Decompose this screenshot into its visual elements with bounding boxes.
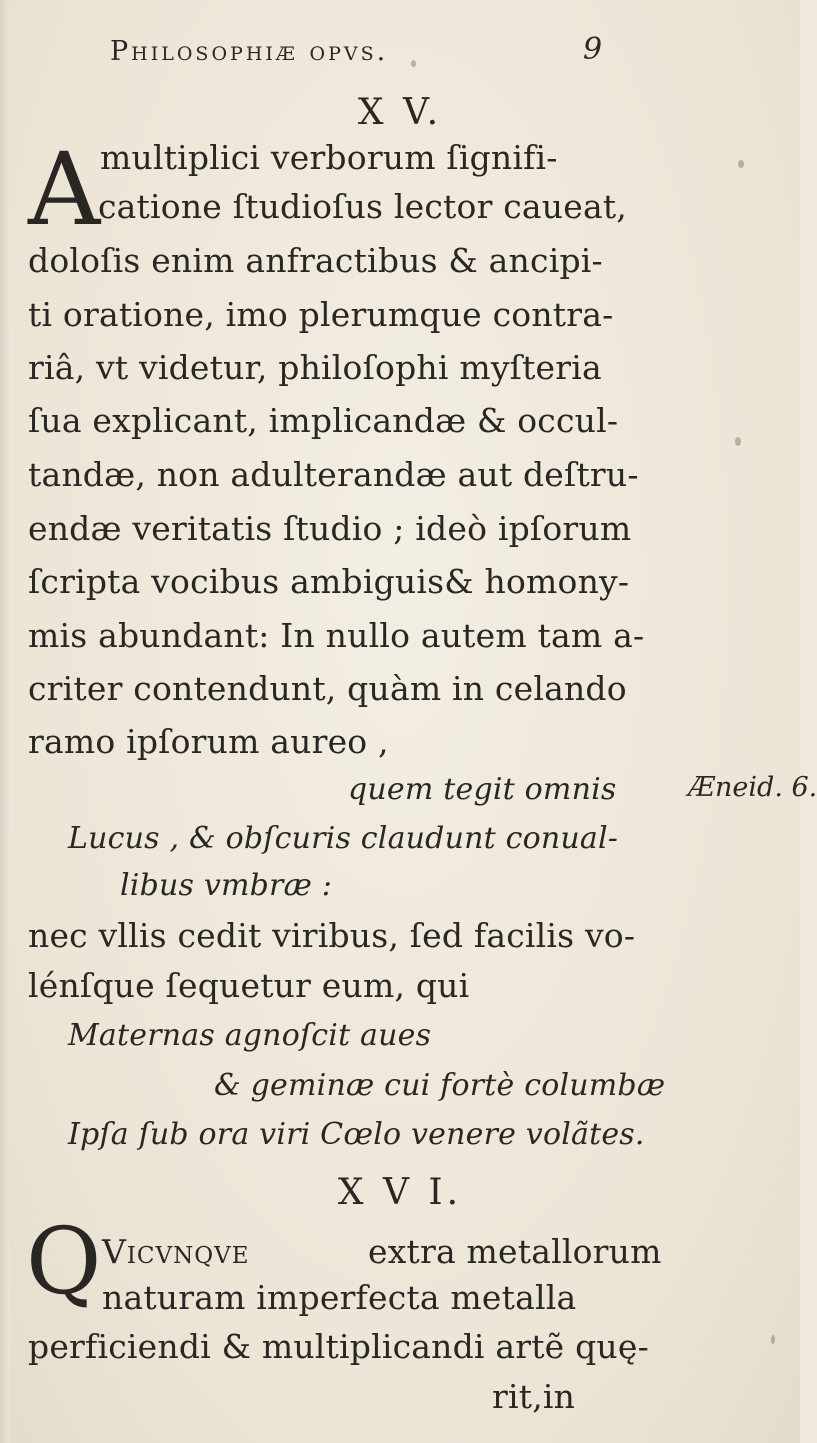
running-header: Philosophiæ opvs. [110,36,389,67]
text-line: criter contendunt, quàm in celando [28,669,627,708]
text-line: extra metallorum [368,1232,662,1271]
catchword: rit,in [492,1377,576,1416]
ink-spot [738,160,744,168]
drop-cap-a: A [28,131,101,248]
text-line: endæ veritatis ſtudio ; ideò ipſorum [28,509,632,548]
verse-line: Maternas agnoſcit aues [68,1018,432,1053]
page-number: 9 [583,32,603,67]
text-line: multiplici verborum ſignifi- [100,138,558,177]
verse-line: quem tegit omnis [348,772,617,807]
text-line: tandæ, non adulterandæ aut deſtru- [28,455,639,494]
text-line: perficiendi & multiplicandi artẽ quę- [28,1327,649,1366]
text-line: riâ, vt videtur, philoſophi myſteria [28,348,602,387]
text-line: naturam imperfecta metalla [102,1278,577,1317]
text-line-first-word: Vicvnqve [102,1232,250,1271]
text-line: mis abundant: In nullo autem tam a- [28,616,645,655]
verse-line: & geminæ cui fortè columbæ [214,1068,666,1103]
text-line: ti oratione, imo plerumque contra- [28,295,614,334]
page-edge-shadow [0,0,10,1443]
ink-spot [771,1335,775,1344]
margin-note: Æneid. 6. [688,772,817,803]
text-line: catione ſtudioſus lector caueat, [98,187,628,226]
text-line: nec vllis cedit viribus, ſed facilis vo- [28,916,636,955]
section-number-xv: X V. [357,92,443,133]
text-line: ſcripta vocibus ambiguis& homony- [28,562,630,601]
text-line: doloſis enim anfractibus & ancipi- [28,241,603,280]
section-number-xvi: X V I. [337,1172,463,1213]
text-line: lénſque ſequetur eum, qui [28,966,470,1005]
ink-spot [735,437,741,446]
drop-cap-q: Q [26,1208,102,1315]
verse-line: libus vmbræ : [120,868,333,903]
ink-spot [411,60,416,67]
text-line: ſua explicant, implicandæ & occul- [28,401,619,440]
text-line: ramo ipſorum aureo , [28,722,389,761]
verse-line: Lucus , & obſcuris claudunt conual- [68,821,619,856]
verse-line: Ipſa ſub ora viri Cœlo venere volãtes. [68,1117,645,1152]
